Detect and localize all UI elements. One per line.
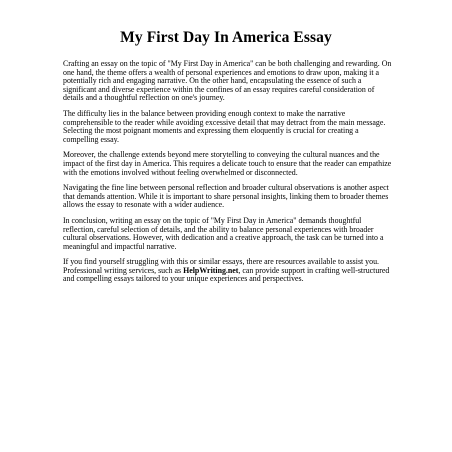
- paragraph-6-outro: , can provide support in crafting well-structured and compelling essays tailored to your unique experiences and perspectives.: [63, 265, 390, 284]
- paragraph-2: The difficulty lies in the balance between providing enough context to make the narrative comprehensible to the reader while avoiding excessive detail that may detract from the main message. Selecting the most poignant moments and expressing them eloquently is crucial for creating a compelling essay.: [63, 108, 386, 144]
- paragraph-5: In conclusion, writing an essay on the topic of "My First Day in America" demands thoughtful reflection, careful selection of details, and the ability to balance personal experiences with broader cultural observations. However, with dedication and a creative approach, the task can be turned into a meaningful and impactful narrative.: [63, 215, 384, 251]
- essay-body: [63, 60, 395, 291]
- paragraph-4: Navigating the fine line between personal reflection and broader cultural observations is another aspect that demands attention. While it is important to share personal insights, linking them to broader themes allows the essay to resonate with a wider audience.: [63, 183, 389, 210]
- paragraph-1: Crafting an essay on the topic of "My First Day in America" can be both challenging and rewarding. On one hand, the theme offers a wealth of personal experiences and emotions to draw upon, making it a potentially rich and engaging narrative. On the other hand, encapsulating the essence of such a significant and diverse experience within the confines of an essay requires careful consideration of details and a thoughtful reflection on one's journey.: [63, 59, 392, 103]
- page-title: My First Day In America Essay: [120, 29, 332, 46]
- paragraph-6-intro: If you find yourself struggling with this or similar essays, there are resources available to assist you. Professional writing services, such as: [63, 257, 379, 275]
- helpwriting-link[interactable]: HelpWriting.net: [183, 265, 239, 275]
- paragraph-3: Moreover, the challenge extends beyond mere storytelling to conveying the cultural nuances and the impact of the first day in America. This requires a delicate touch to ensure that the reader can empathize with the emotions involved without feeling overwhelmed or disconnected.: [63, 150, 392, 177]
- paragraph-6: [63, 258, 395, 284]
